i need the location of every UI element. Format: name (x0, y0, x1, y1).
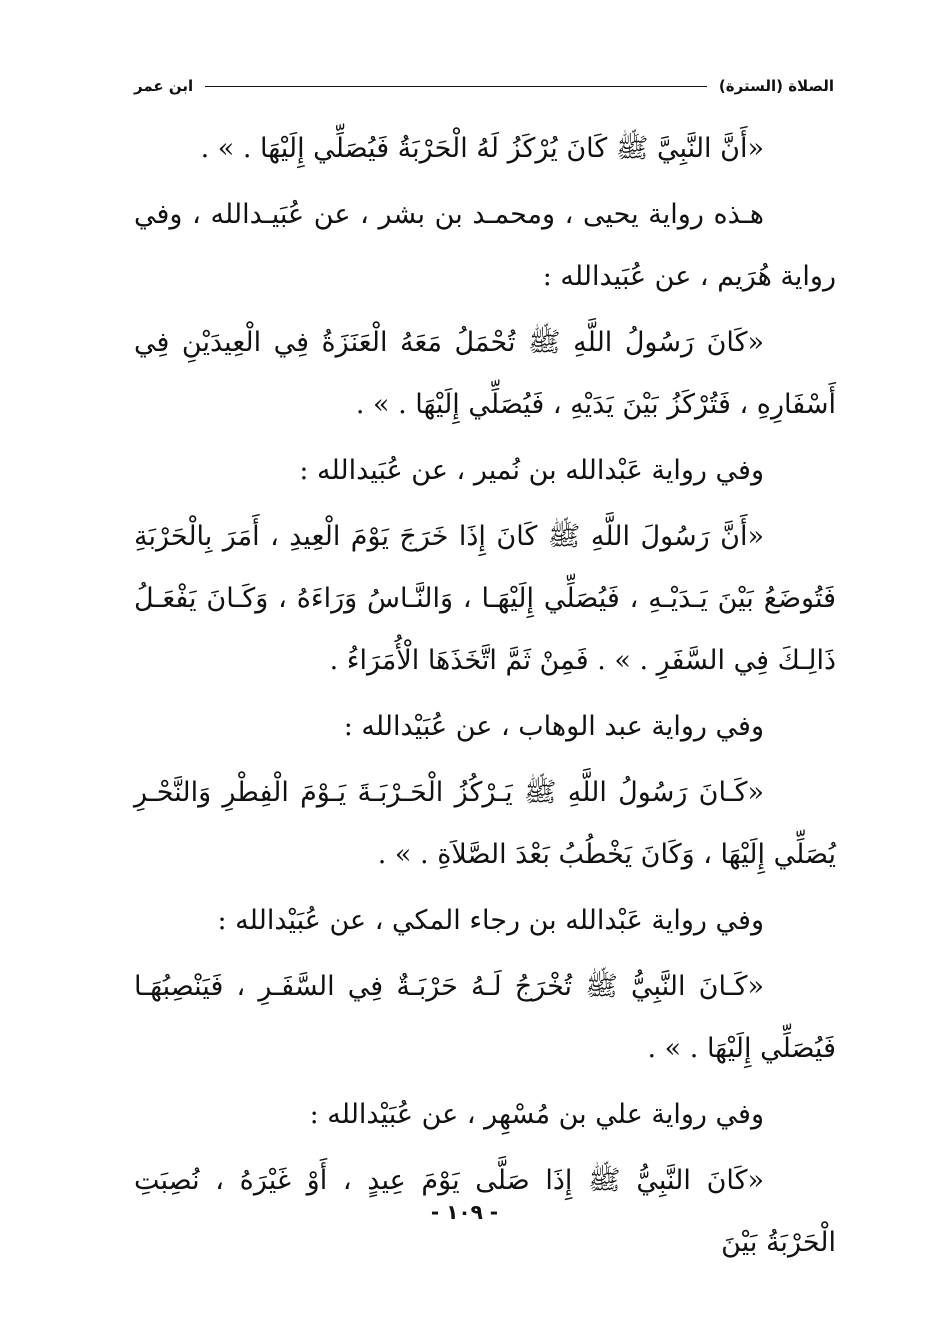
page-number: - ١٠٩ - (430, 1200, 499, 1224)
narration-note: وفي رواية علي بن مُسْهِر ، عن عُبَيْدالله : (309, 1099, 764, 1130)
hadith-text: «كَانَ النَّبِيُّ ﷺ إِذَا صَلَّى يَوْمَ عِيدٍ ، أَوْ غَيْرَهُ ، نُصِبَتِ الْحَرْبَةُ بَيْنَ (134, 1165, 836, 1258)
narration-note: هـذه رواية يحيى ، ومحمـد بن بشر ، عن عُبَيـدالله ، وفي رواية هُرَيم ، عن عُبَيدالله : (134, 199, 836, 292)
narration-note: وفي رواية عَبْدالله بن نُمير ، عن عُبَيدالله : (299, 455, 764, 486)
header-chapter-title: الصلاة (السترة) (718, 77, 834, 95)
hadith-text: «كَانَ رَسُولُ اللَّهِ ﷺ تُحْمَلُ مَعَهُ الْعَنَزَةُ فِي الْعِيدَيْنِ فِي أَسْفَارِهِ ، فَتُرْكَزُ بَيْنَ يَدَيْهِ ، فَيُصَلِّي إِلَيْهَا . » . (134, 327, 836, 420)
narration-note: وفي رواية عبد الوهاب ، عن عُبَيْدالله : (343, 711, 764, 742)
hadith-text: «كَـانَ رَسُولُ اللَّهِ ﷺ يَـرْكُزُ الْحَـرْبَـةَ يَـوْمَ الْفِطْرِ وَالنَّحْـرِ يُصَلِّي إِلَيْهَا ، وَكَانَ يَخْطُبُ بَعْدَ الصَّلاَةِ . » . (134, 777, 836, 870)
narration-note: وفي رواية عَبْدالله بن رجاء المكي ، عن عُبَيْدالله : (217, 905, 764, 936)
running-header (134, 72, 834, 100)
body-text (134, 118, 836, 1278)
header-narrator: ابن عمر (134, 77, 194, 95)
hadith-text: «كَـانَ النَّبِيُّ ﷺ تُخْرَجُ لَـهُ حَرْبَـةٌ فِي السَّفَـرِ ، فَيَنْصِبُهَـا فَيُصَلِّي إِلَيْهَا . » . (134, 971, 836, 1064)
header-rule (205, 86, 707, 87)
hadith-text: «أَنَّ النَّبِيَّ ﷺ كَانَ يُرْكَزُ لَهُ الْحَرْبَةُ فَيُصَلِّي إِلَيْهَا . » . (200, 133, 764, 164)
hadith-text: «أَنَّ رَسُولَ اللَّهِ ﷺ كَانَ إِذَا خَرَجَ يَوْمَ الْعِيدِ ، أَمَرَ بِالْحَرْبَةِ فَتُوضَعُ بَيْنَ يَـدَيْـهِ ، فَيُصَلِّي إِلَيْهَـا ، وَالنَّـاسُ وَرَاءَهُ ، وَكَـانَ يَفْعَـلُ ذَالِـكَ فِي السَّفَرِ . » . فَمِنْ ثَمَّ اتَّخَذَهَا الْأُمَرَاءُ . (134, 521, 836, 676)
